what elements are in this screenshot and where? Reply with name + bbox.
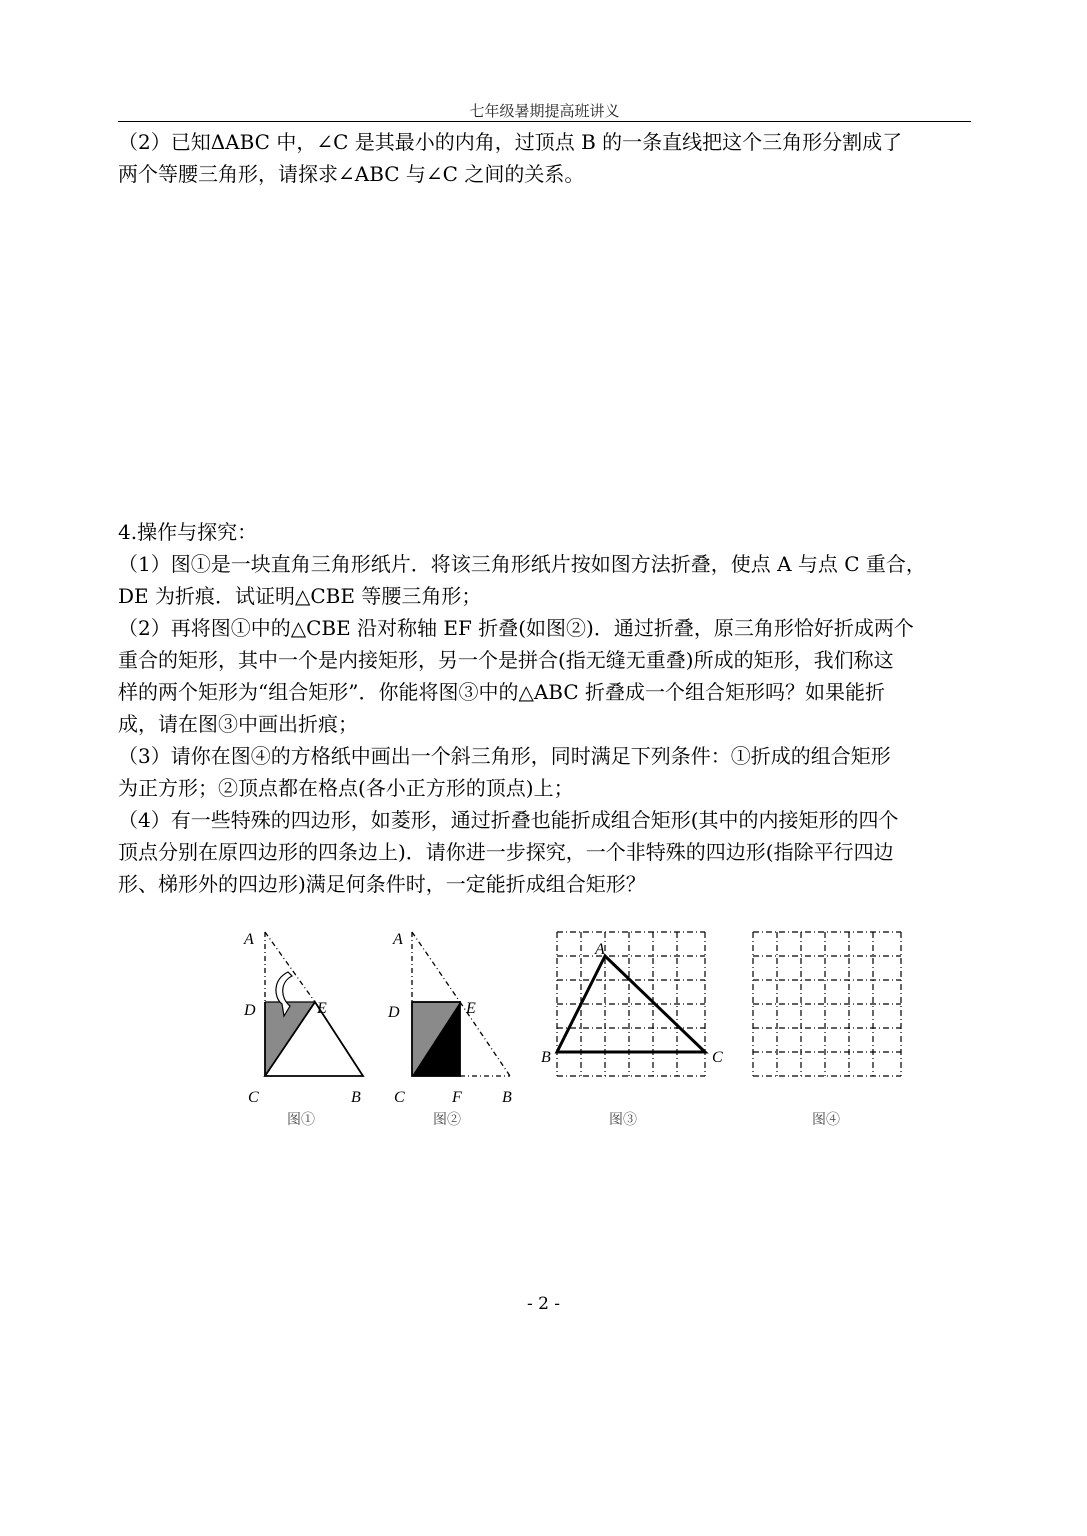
figure-2	[387, 931, 512, 1128]
q4-line: （2）再将图①中的△CBE 沿对称轴 EF 折叠(如图②)．通过折叠，原三角形恰好折成两个	[118, 616, 914, 640]
figure-3	[541, 932, 723, 1128]
q4-line: 形、梯形外的四边形)满足何条件时，一定能折成组合矩形？	[118, 872, 646, 896]
fig2-label-e: E	[466, 1000, 476, 1017]
fig3-caption: 图③	[609, 1112, 637, 1128]
q3-line-2: 两个等腰三角形，请探求∠ABC 与∠C 之间的关系。	[118, 162, 585, 186]
question-3-part-2	[118, 126, 971, 190]
q4-line: DE 为折痕．试证明△CBE 等腰三角形；	[118, 584, 482, 608]
page-number: - 2 -	[526, 1294, 561, 1314]
figures-row	[230, 920, 920, 1135]
fig3-grid	[557, 932, 705, 1076]
fig2-label-c: C	[394, 1089, 405, 1106]
fig1-caption: 图①	[287, 1112, 315, 1128]
fig3-label-b: B	[541, 1049, 551, 1066]
q4-line: 成，请在图③中画出折痕；	[118, 712, 358, 736]
fig1-label-a: A	[244, 931, 254, 948]
fig3-label-a: A	[595, 941, 605, 958]
fig4-caption: 图④	[812, 1112, 840, 1128]
q4-line: 为正方形；②顶点都在格点(各小正方形的顶点)上；	[118, 776, 574, 800]
fig1-label-b: B	[351, 1089, 361, 1106]
figure-1	[243, 931, 363, 1128]
page-header: 七年级暑期提高班讲义	[469, 102, 620, 120]
q4-line: （4）有一些特殊的四边形，如菱形，通过折叠也能折成组合矩形(其中的内接矩形的四个	[118, 808, 899, 832]
fig4-grid[interactable]	[753, 932, 901, 1076]
figure-4	[753, 932, 901, 1128]
fig2-caption: 图②	[433, 1112, 461, 1128]
fig2-label-f: F	[452, 1089, 462, 1106]
fig1-dashed-ae	[265, 932, 315, 1002]
question-4	[118, 516, 971, 900]
q4-title: 4.操作与探究：	[118, 520, 258, 544]
fig1-label-d: D	[244, 1002, 256, 1019]
fig2-dashed-ae	[412, 932, 460, 1002]
q4-line: 顶点分别在原四边形的四条边上)．请你进一步探究，一个非特殊的四边形(指除平行四边	[118, 840, 894, 864]
fig2-label-d: D	[388, 1004, 400, 1021]
q3-line-1: （2）已知ΔABC 中，∠C 是其最小的内角，过顶点 B 的一条直线把这个三角形分割成了	[118, 130, 903, 154]
q4-line: （1）图①是一块直角三角形纸片．将该三角形纸片按如图方法折叠，使点 A 与点 C 重合，	[118, 552, 926, 576]
q4-line: 样的两个矩形为“组合矩形”．你能将图③中的△ABC 折叠成一个组合矩形吗？如果能折	[118, 680, 886, 704]
header-rule	[118, 121, 971, 122]
fig3-label-c: C	[712, 1049, 723, 1066]
fig1-label-e: E	[317, 1000, 327, 1017]
q4-line: （3）请你在图④的方格纸中画出一个斜三角形，同时满足下列条件：①折成的组合矩形	[118, 744, 891, 768]
fig2-label-a: A	[393, 931, 403, 948]
q4-line: 重合的矩形，其中一个是内接矩形，另一个是拼合(指无缝无重叠)所成的矩形，我们称这	[118, 648, 894, 672]
fig2-label-b: B	[502, 1089, 512, 1106]
fig1-label-c: C	[248, 1089, 259, 1106]
